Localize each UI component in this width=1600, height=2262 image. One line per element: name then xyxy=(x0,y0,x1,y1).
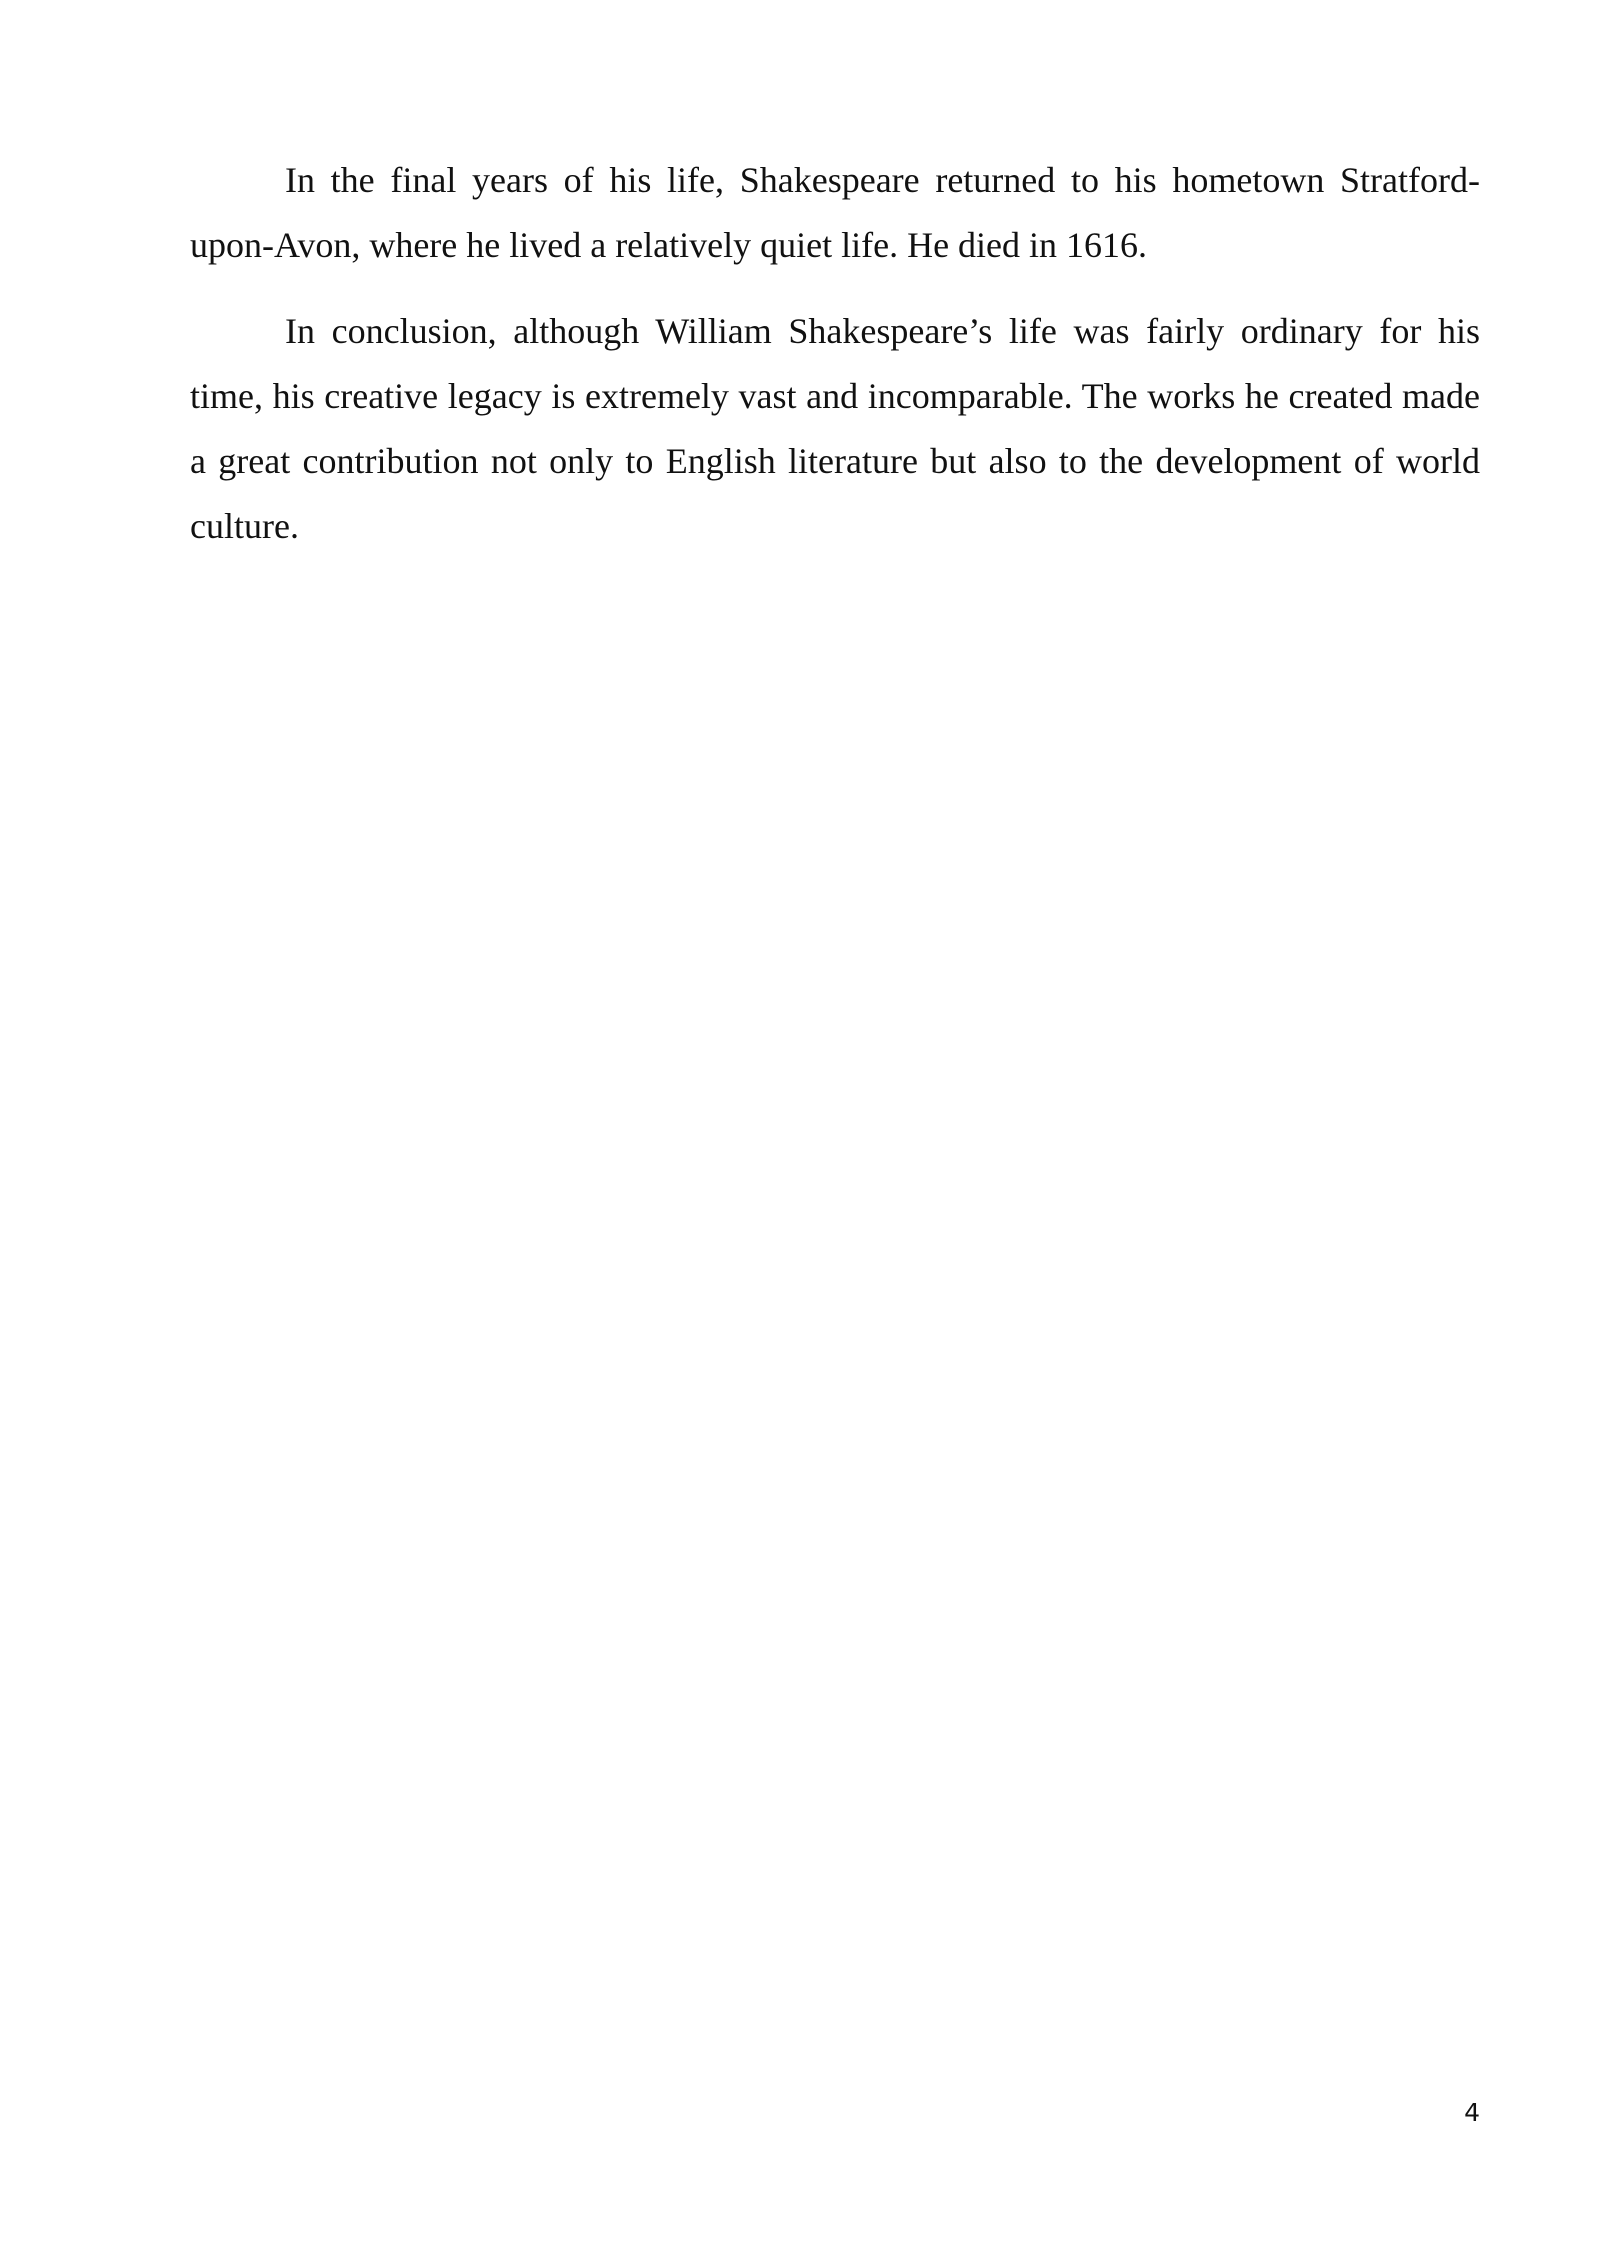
paragraph-conclusion: In conclusion, although William Shakespeare’s life was fairly ordinary for his time, his creative legacy is extremely vast and incomparable. The works he created made a great contribution not only to English literature but also to the development of world culture. xyxy=(190,311,1480,546)
page-number: 4 xyxy=(1464,2098,1480,2127)
document-body xyxy=(190,148,1480,580)
paragraph-final-years: In the final years of his life, Shakespeare returned to his hometown Stratford-upon-Avon, where he lived a relatively quiet life. He died in 1616. xyxy=(190,160,1480,265)
